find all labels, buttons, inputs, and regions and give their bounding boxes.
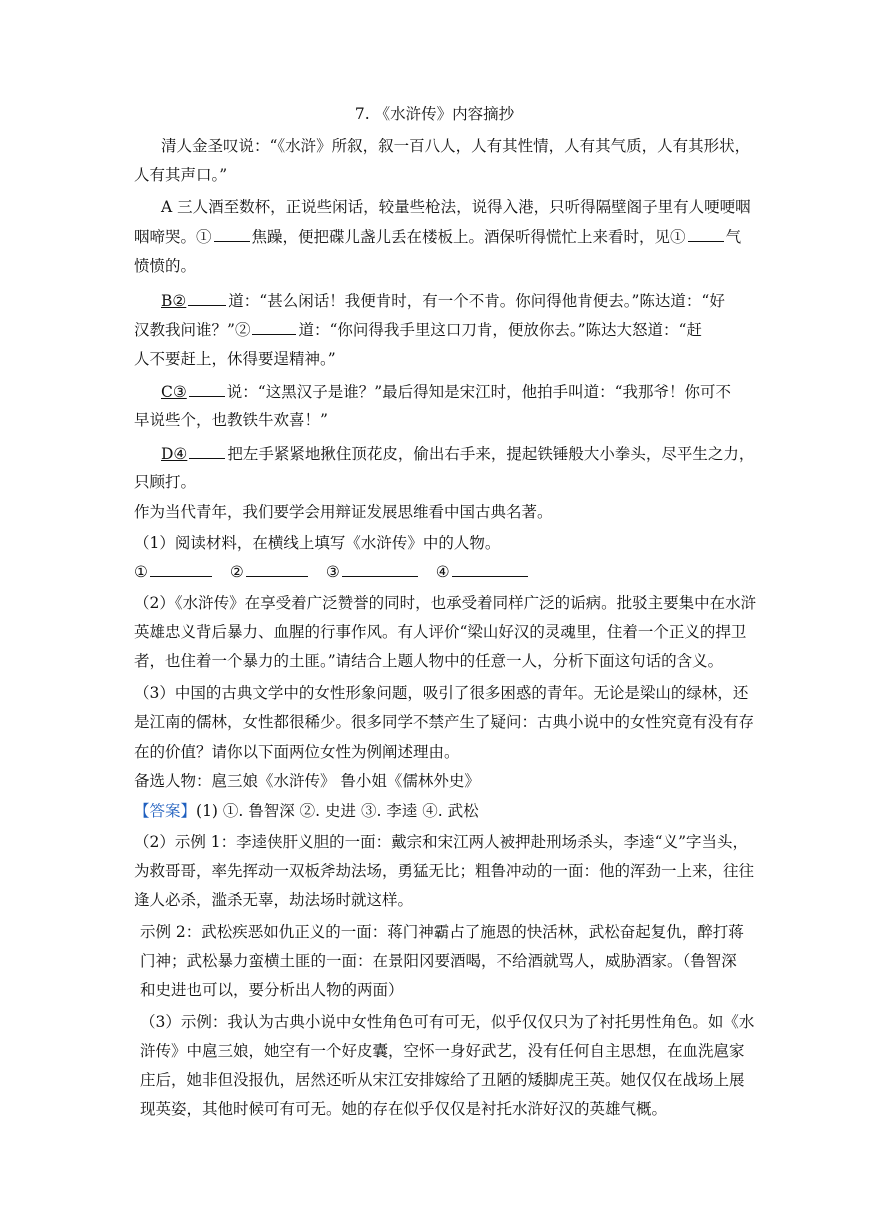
answer-2-line-3: 逢人必杀，滥杀无辜，劫法场时就这样。 <box>134 891 414 909</box>
answer-3-line-4: 现英姿，其他时候可有可无。她的存在似乎仅仅是衬托水浒好汉的英雄气概。 <box>140 1100 668 1118</box>
question-3-line-3: 在的价值？请你以下面两位女性为例阐述理由。 <box>134 743 460 761</box>
question-2-line-3: 者，也住着一个暴力的土匪。”请结合上题人物中的任意一人，分析下面这句话的含义。 <box>134 652 724 670</box>
answer-blanks-row <box>134 561 530 582</box>
answer-2-line-1: （2）示例 1：李逵侠肝义胆的一面：戴宗和宋江两人被押赴刑场杀头，李逵“义”字当头， <box>134 833 749 851</box>
answer-2b-line-1: 示例 2：武松疾恶如仇正义的一面：蒋门神霸占了施恩的快活林，武松奋起复仇，醉打蒋 <box>140 923 744 941</box>
passage-b-line-2 <box>134 319 702 340</box>
blank-marker: D④ <box>161 445 188 463</box>
answer-2b-line-3: 和史进也可以，要分析出人物的两面） <box>140 981 404 999</box>
answer-1 <box>134 801 479 821</box>
question-2-line-2: 英雄忠义背后暴力、血腥的行事作风。有人评价“梁山好汉的灵魂里，住着一个正义的捍卫 <box>134 623 747 641</box>
answer-blank-4[interactable] <box>452 561 528 577</box>
passage-a-line-3: 愤愤的。 <box>134 257 197 275</box>
blank-marker: ② <box>234 321 251 339</box>
text: 道：“甚么闲话！我便肯时，有一个不肯。你问得他肯便去。”陈达道：“好 <box>228 292 725 310</box>
answer-tag: 【答案】 <box>134 802 197 820</box>
prompt-line: 作为当代青年，我们要学会用辩证发展思维看中国古典名著。 <box>134 503 553 521</box>
passage-c-line-1 <box>161 381 731 402</box>
text: 咽啼哭。 <box>134 228 197 246</box>
passage-c-line-2: 早说些个，也教铁牛欢喜！” <box>134 411 328 429</box>
candidate-figures: 备选人物：扈三娘《水浒传》 鲁小姐《儒林外史》 <box>134 772 480 790</box>
blank-marker: B② <box>161 292 187 310</box>
intro-line-2: 人有其声口。” <box>134 166 228 184</box>
question-2-line-1: （2）《水浒传》在享受着广泛赞誉的同时，也承受着同样广泛的诟病。批驳主要集中在水浒 <box>134 594 757 612</box>
intro-line-1: 清人金圣叹说：“《水浒》所叙，叙一百八人，人有其性情，人有其气质，人有其形状， <box>161 137 751 155</box>
answer-3-line-1: （3）示例：我认为古典小说中女性角色可有可无，似乎仅仅只为了衬托男性角色。如《水 <box>140 1013 755 1031</box>
passage-b-line-1 <box>161 290 725 311</box>
answer-3-line-3: 庄后，她非但没报仇，居然还听从宋江安排嫁给了丑陋的矮脚虎王英。她仅仅在战场上展 <box>140 1071 745 1089</box>
blank-label-4: ④ <box>435 563 450 581</box>
question-3-line-1: （3）中国的古典文学中的女性形象问题，吸引了很多困惑的青年。无论是梁山的绿林，还 <box>134 684 749 702</box>
blank-marker: ① <box>670 228 686 246</box>
answer-blank-3[interactable] <box>342 561 418 577</box>
underline-blank <box>252 319 296 335</box>
section-title: 7. 《水浒传》内容摘抄 <box>354 105 515 123</box>
text: 焦躁，便把碟儿盏儿丢在楼板上。酒保听得慌忙上来看时，见 <box>251 228 671 246</box>
passage-d-line-2: 只顾打。 <box>134 473 197 491</box>
text: 说：“这黑汉子是谁？”最后得知是宋江时，他拍手叫道：“我那爷！你可不 <box>226 383 732 401</box>
answer-blank-1[interactable] <box>150 561 212 577</box>
underline-blank <box>214 226 250 242</box>
underline-blank <box>189 443 225 459</box>
blank-marker: C③ <box>161 383 187 401</box>
passage-a-line-1: A 三人酒至数杯，正说些闲话，较量些枪法，说得入港，只听得隔壁阁子里有人哽哽咽 <box>161 198 751 216</box>
answer-blank-2[interactable] <box>246 561 308 577</box>
question-3-line-2: 是江南的儒林，女性都很稀少。很多同学不禁产生了疑问：古典小说中的女性究竟有没有存 <box>134 713 755 731</box>
answer-2b-line-2: 门神；武松暴力蛮横土匪的一面：在景阳冈要酒喝，不给酒就骂人，威胁酒家。（鲁智深 <box>140 952 737 970</box>
blank-label-2: ② <box>229 563 244 581</box>
text: 道：“你问得我手里这口刀肯，便放你去。”陈达大怒道：“赶 <box>298 321 702 339</box>
blank-label-3: ③ <box>325 563 340 581</box>
underline-blank <box>188 290 226 306</box>
answer-3-line-2: 浒传》中扈三娘，她空有一个好皮囊，空怀一身好武艺，没有任何自主思想，在血洗扈家 <box>140 1042 745 1060</box>
blank-label-1: ① <box>134 563 148 581</box>
blank-marker: ① <box>196 228 212 246</box>
question-1: （1）阅读材料，在横线上填写《水浒传》中的人物。 <box>134 534 501 552</box>
answer-1-text: (1) ①. 鲁智深 ②. 史进 ③. 李逵 ④. 武松 <box>196 802 479 820</box>
underline-blank <box>688 226 724 242</box>
passage-a-line-2 <box>134 226 741 247</box>
text: 把左手紧紧地揪住顶花皮，偷出右手来，提起铁锤般大小拳头，尽平生之力， <box>227 445 755 463</box>
text: 汉教我问谁？” <box>134 321 235 339</box>
underline-blank <box>189 381 225 397</box>
text: 气 <box>725 228 742 246</box>
answer-2-line-2: 为救哥哥，率先挥动一双板斧劫法场，勇猛无比；粗鲁冲动的一面：他的浑劲一上来，往往 <box>134 862 755 880</box>
passage-d-line-1 <box>161 443 754 464</box>
passage-b-line-3: 人不要赶上，休得要逞精神。” <box>134 350 336 368</box>
